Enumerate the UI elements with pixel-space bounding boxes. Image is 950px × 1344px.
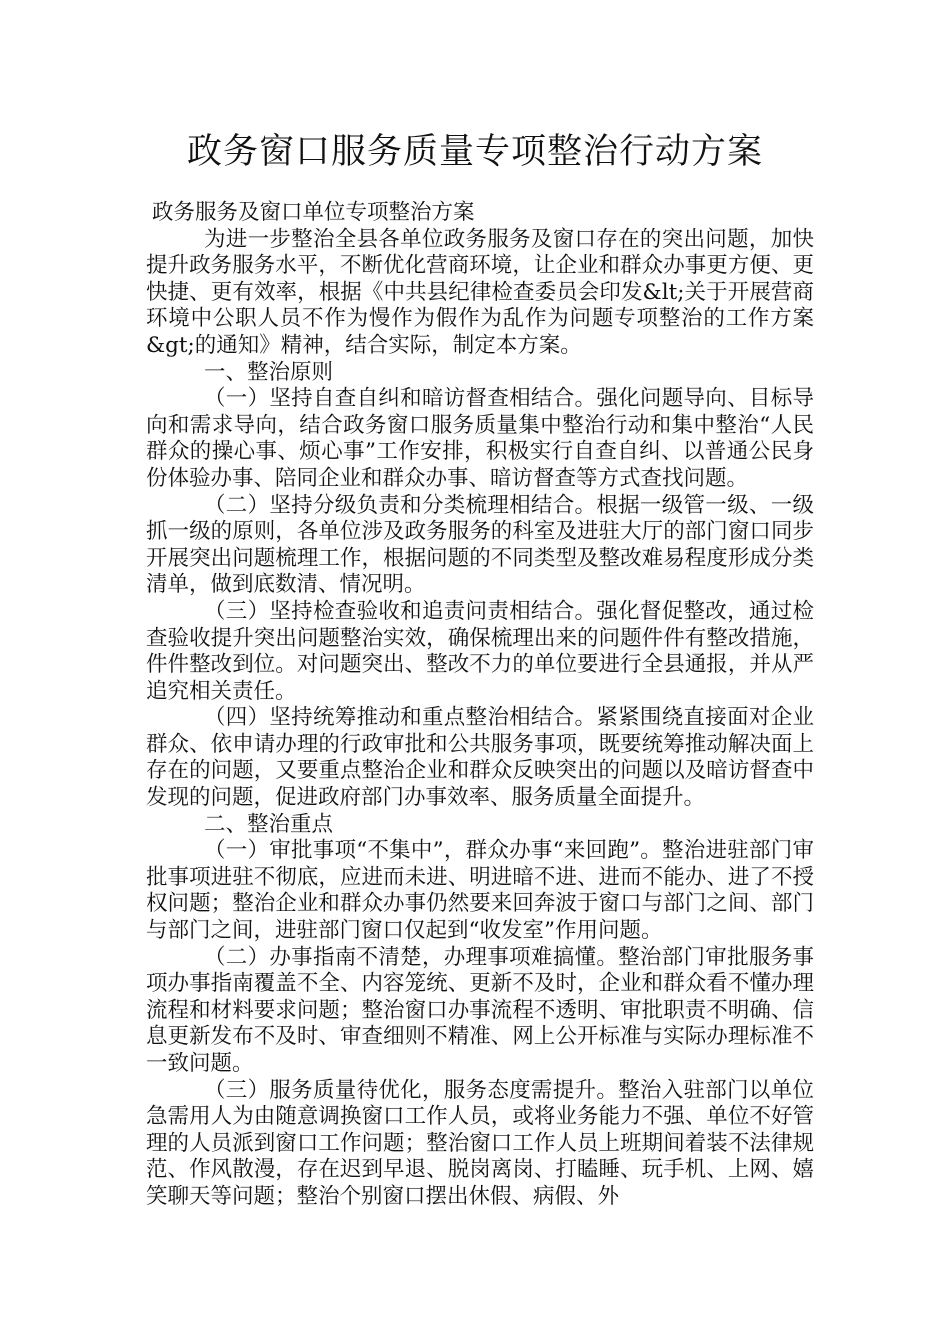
document-body (146, 200, 814, 1211)
principle-paragraph-2: （二）坚持分级负责和分类梳理相结合。根据一级管一级、一级抓一级的原则，各单位涉及政务服务的科室及进驻大厅的部门窗口同步开展突出问题梳理工作，根据问题的不同类型及整改难易程度形成分类清单，做到底数清、情况明。 (146, 492, 814, 598)
intro-paragraph: 为进一步整治全县各单位政务服务及窗口存在的突出问题，加快提升政务服务水平，不断优化营商环境，让企业和群众办事更方便、更快捷、更有效率，根据《中共县纪律检查委员会印发&lt;关于开展营商环境中公职人员不作为慢作为假作为乱作为问题专项整治的工作方案&gt;的通知》精神，结合实际，制定本方案。 (146, 226, 814, 358)
focus-paragraph-2: （二）办事指南不清楚，办理事项难搞懂。整治部门审批服务事项办事指南覆盖不全、内容笼统、更新不及时，企业和群众看不懂办理流程和材料要求问题；整治窗口办事流程不透明、审批职责不明确、信息更新发布不及时、审查细则不精准、网上公开标准与实际办理标准不一致问题。 (146, 944, 814, 1076)
document-title: 政务窗口服务质量专项整治行动方案 (186, 132, 763, 172)
section-heading-principles: 一、整治原则 (204, 359, 334, 385)
principle-paragraph-4: （四）坚持统筹推动和重点整治相结合。紧紧围绕直接面对企业群众、依申请办理的行政审批和公共服务事项，既要统筹推动解决面上存在的问题，又要重点整治企业和群众反映突出的问题以及暗访督查中发现的问题，促进政府部门办事效率、服务质量全面提升。 (146, 705, 814, 811)
section-heading-focus: 二、整治重点 (204, 811, 334, 837)
principle-paragraph-3: （三）坚持检查验收和追责问责相结合。强化督促整改，通过检查验收提升突出问题整治实效，确保梳理出来的问题件件有整改措施，件件整改到位。对问题突出、整改不力的单位要进行全县通报，并从严追究相关责任。 (146, 598, 814, 704)
focus-paragraph-3: （三）服务质量待优化，服务态度需提升。整治入驻部门以单位急需用人为由随意调换窗口工作人员，或将业务能力不强、单位不好管理的人员派到窗口工作问题；整治窗口工作人员上班期间着装不法律规范、作风散漫，存在迟到早退、脱岗离岗、打瞌睡、玩手机、上网、嬉笑聊天等问题；整治个别窗口摆出休假、病假、外 (146, 1077, 814, 1209)
principle-paragraph-1: （一）坚持自查自纠和暗访督查相结合。强化问题导向、目标导向和需求导向，结合政务窗口服务质量集中整治行动和集中整治“人民群众的操心事、烦心事”工作安排，积极实行自查自纠、以普通公民身份体验办事、陪同企业和群众办事、暗访督查等方式查找问题。 (146, 386, 814, 491)
focus-paragraph-1: （一）审批事项“不集中”，群众办事“来回跑”。整治进驻部门审批事项进驻不彻底，应进而未进、明进暗不进、进而不能办、进了不授权问题；整治企业和群众办事仍然要来回奔波于窗口与部门之间、部门与部门之间，进驻部门窗口仅起到“收发室”作用问题。 (146, 838, 814, 944)
document-subtitle: 政务服务及窗口单位专项整治方案 (152, 200, 475, 225)
